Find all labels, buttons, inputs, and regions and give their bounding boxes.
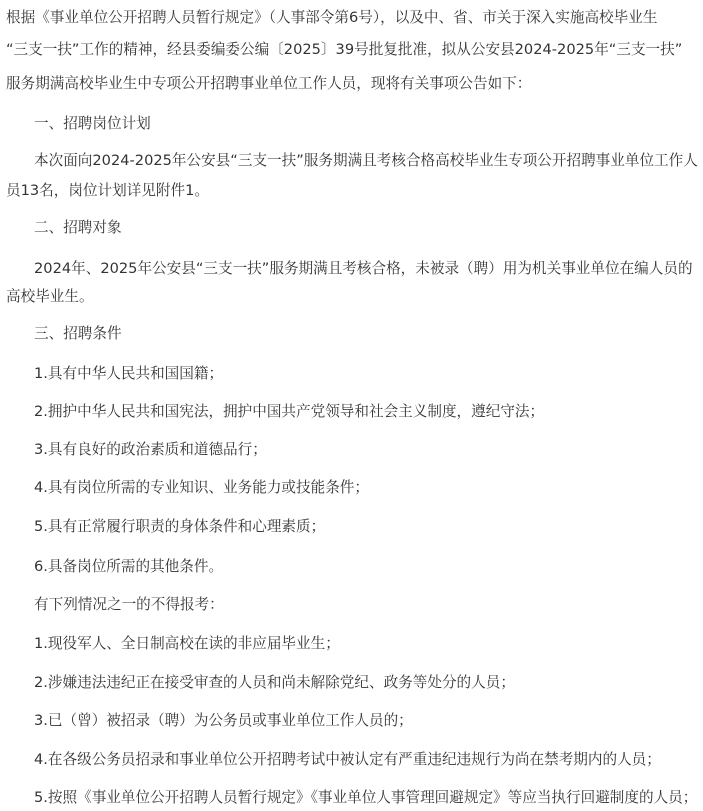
condition-item: 4.具有岗位所需的专业知识、业务能力或技能条件； <box>34 479 369 496</box>
section1-body-line-2: 员13名，岗位计划详见附件1。 <box>6 182 209 199</box>
section-heading-positions: 一、招聘岗位计划 <box>34 115 151 132</box>
condition-item: 1.具有中华人民共和国国籍； <box>34 365 224 382</box>
condition-item: 3.具有良好的政治素质和道德品行； <box>34 441 267 458</box>
exclusion-item: 3.已（曾）被招录（聘）为公务员或事业单位工作人员的； <box>34 712 413 729</box>
condition-item: 2.拥护中华人民共和国宪法，拥护中国共产党领导和社会主义制度，遵纪守法； <box>34 403 545 420</box>
section-heading-conditions: 三、招聘条件 <box>34 325 122 342</box>
exclusion-item: 2.涉嫌违法违纪正在接受审查的人员和尚未解除党纪、政务等处分的人员； <box>34 674 515 691</box>
condition-item: 5.具有正常履行职责的身体条件和心理素质； <box>34 518 326 535</box>
exclusion-intro: 有下列情况之一的不得报考： <box>34 596 224 613</box>
section1-body-line-1: 本次面向2024-2025年公安县“三支一扶”服务期满且考核合格高校毕业生专项公开招聘事业单位工作人 <box>34 152 698 169</box>
exclusion-item: 5.按照《事业单位公开招聘人员暂行规定》《事业单位人事管理回避规定》等应当执行回避制度的人员； <box>34 789 698 806</box>
intro-line-2: “三支一扶”工作的精神，经县委编委公编〔2025〕39号批复批准，拟从公安县2024-2025年“三支一扶” <box>6 41 683 58</box>
section2-body-line-2: 高校毕业生。 <box>6 288 94 305</box>
intro-line-3: 服务期满高校毕业生中专项公开招聘事业单位工作人员，现将有关事项公告如下： <box>6 75 532 92</box>
exclusion-item: 1.现役军人、全日制高校在读的非应届毕业生； <box>34 635 340 652</box>
condition-item: 6.具备岗位所需的其他条件。 <box>34 558 224 575</box>
exclusion-item: 4.在各级公务员招录和事业单位公开招聘考试中被认定有严重违纪违规行为尚在禁考期内的人员； <box>34 751 661 768</box>
section2-body-line-1: 2024年、2025年公安县“三支一扶”服务期满且考核合格，未被录（聘）用为机关事业单位在编人员的 <box>34 260 693 277</box>
intro-line-1: 根据《事业单位公开招聘人员暂行规定》（人事部令第6号），以及中、省、市关于深入实施高校毕业生 <box>6 9 658 26</box>
section-heading-targets: 二、招聘对象 <box>34 219 122 236</box>
